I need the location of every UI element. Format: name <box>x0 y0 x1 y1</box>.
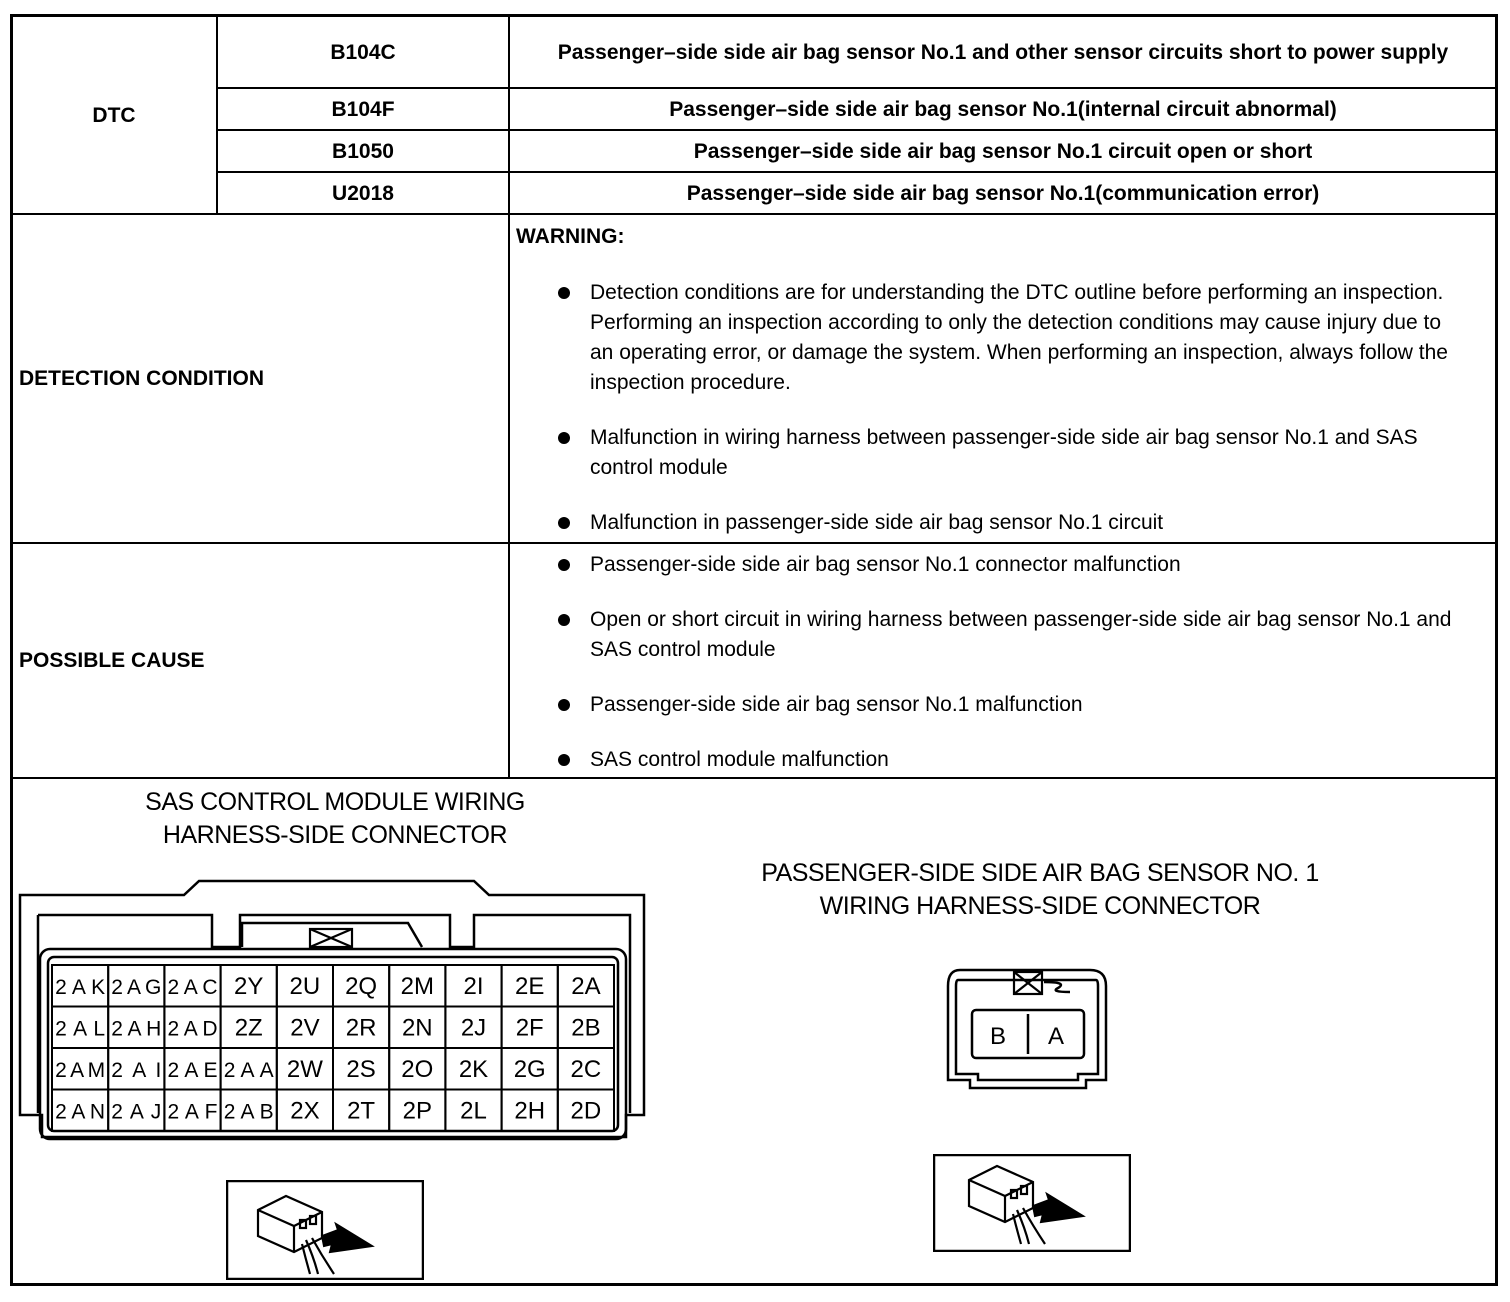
sensor-connector-title <box>690 857 1390 923</box>
pin-label: 2S <box>346 1055 376 1083</box>
dtc-code: B1050 <box>332 139 394 163</box>
detection-condition-label: DETECTION CONDITION <box>19 366 264 390</box>
list-item <box>556 423 1456 483</box>
detection-text: Detection conditions are for understanding the DTC outline before performing an inspection. Performing an inspection according to only the detection conditions may cause injury due to an operating error, or damage the system. When performing an inspection, always follow the inspection procedure. <box>590 281 1448 394</box>
pin-label: A <box>1047 1023 1065 1050</box>
dtc-code: B104C <box>330 40 396 64</box>
pin-label: 2H <box>514 1097 546 1125</box>
dtc-description: Passenger–side side air bag sensor No.1(internal circuit abnormal) <box>669 97 1337 121</box>
pin-label: 2AK <box>55 975 106 999</box>
sensor-connector-diagram <box>940 962 1115 1092</box>
bullet-icon <box>558 614 570 626</box>
sensor-title-line: WIRING HARNESS-SIDE CONNECTOR <box>819 892 1261 920</box>
sas-title-line: HARNESS-SIDE CONNECTOR <box>162 821 508 849</box>
divider <box>508 15 510 778</box>
detection-text: Malfunction in wiring harness between passenger-side side air bag sensor No.1 and SAS control module <box>590 426 1418 479</box>
sas-connector-title <box>60 786 610 852</box>
pin-label: 2Q <box>345 972 378 1000</box>
pin-label: 2R <box>345 1014 377 1042</box>
bullet-icon <box>558 699 570 711</box>
pin-label: 2J <box>460 1014 487 1042</box>
pin-label: 2X <box>290 1097 320 1125</box>
pin-label: 2AL <box>55 1017 106 1041</box>
pin-label: 2M <box>400 972 434 1000</box>
connector-view-icon <box>226 1180 424 1280</box>
dtc-code: U2018 <box>332 181 394 205</box>
pin-label: 2T <box>347 1097 376 1125</box>
pin-label: 2F <box>515 1014 544 1042</box>
cause-text: SAS control module malfunction <box>590 748 889 771</box>
pin-label: 2I <box>463 972 484 1000</box>
dtc-description: Passenger–side side air bag sensor No.1 and other sensor circuits short to power supply <box>557 40 1449 64</box>
sas-lock-icon <box>310 929 352 947</box>
dtc-description: Passenger–side side air bag sensor No.1(communication error) <box>686 181 1320 205</box>
sas-title-line: SAS CONTROL MODULE WIRING <box>145 788 525 816</box>
list-item <box>556 278 1456 398</box>
cause-text: Passenger-side side air bag sensor No.1 malfunction <box>590 693 1083 716</box>
bullet-icon <box>558 517 570 529</box>
pin-label: 2Z <box>234 1014 263 1042</box>
list-item <box>556 605 1456 665</box>
pin-label: 2A <box>571 972 601 1000</box>
list-item <box>556 690 1456 720</box>
pin-label: 2AM <box>55 1058 106 1082</box>
pin-label: 2G <box>513 1055 546 1083</box>
pin-label: 2AF <box>167 1100 218 1124</box>
list-item <box>556 550 1456 580</box>
pin-label: 2E <box>515 972 545 1000</box>
pin-label: 2AB <box>223 1100 274 1124</box>
pin-label: 2O <box>401 1055 434 1083</box>
list-item <box>556 508 1456 538</box>
pin-label: 2B <box>571 1014 601 1042</box>
detection-text: Malfunction in passenger-side side air bag sensor No.1 circuit <box>590 511 1164 534</box>
pin-label: 2D <box>570 1097 602 1125</box>
pin-label: 2AD <box>167 1017 218 1041</box>
sas-connector-diagram <box>14 875 654 1155</box>
bullet-icon <box>558 754 570 766</box>
sensor-lock-icon <box>1014 972 1042 994</box>
pin-label: 2P <box>402 1097 432 1125</box>
dtc-code: B104F <box>331 97 395 121</box>
pin-label: 2C <box>570 1055 602 1083</box>
bullet-icon <box>558 432 570 444</box>
cause-text: Passenger-side side air bag sensor No.1 connector malfunction <box>590 553 1181 576</box>
pin-label: 2N <box>401 1014 433 1042</box>
divider <box>11 777 1497 779</box>
pin-label: 2AE <box>167 1058 218 1082</box>
pin-label: 2K <box>458 1055 489 1083</box>
list-item <box>556 745 1456 775</box>
pin-label: 2AI <box>111 1058 162 1082</box>
dtc-description: Passenger–side side air bag sensor No.1 circuit open or short <box>693 139 1313 163</box>
sensor-title-line: PASSENGER-SIDE SIDE AIR BAG SENSOR NO. 1 <box>761 859 1319 887</box>
connector-view-icon <box>933 1154 1131 1252</box>
pin-label: 2AC <box>167 975 218 999</box>
pin-label: 2W <box>286 1055 323 1083</box>
warning-label: WARNING: <box>516 225 625 248</box>
pin-label: 2AA <box>223 1058 274 1082</box>
divider <box>11 542 1497 544</box>
pin-label: 2AJ <box>111 1100 162 1124</box>
bullet-icon <box>558 287 570 299</box>
pin-label: 2AN <box>55 1100 106 1124</box>
cause-text: Open or short circuit in wiring harness between passenger-side side air bag sensor No.1 and SAS control module <box>590 608 1452 661</box>
possible-cause-label: POSSIBLE CAUSE <box>19 648 205 672</box>
dtc-label: DTC <box>92 103 136 127</box>
pin-label: 2L <box>460 1097 487 1125</box>
pin-label: 2AG <box>111 975 162 999</box>
bullet-icon <box>558 559 570 571</box>
pin-label: 2U <box>289 972 321 1000</box>
pin-label: 2AH <box>111 1017 162 1041</box>
pin-label: B <box>989 1023 1007 1050</box>
pin-label: 2V <box>290 1014 320 1042</box>
pin-label: 2Y <box>234 972 264 1000</box>
